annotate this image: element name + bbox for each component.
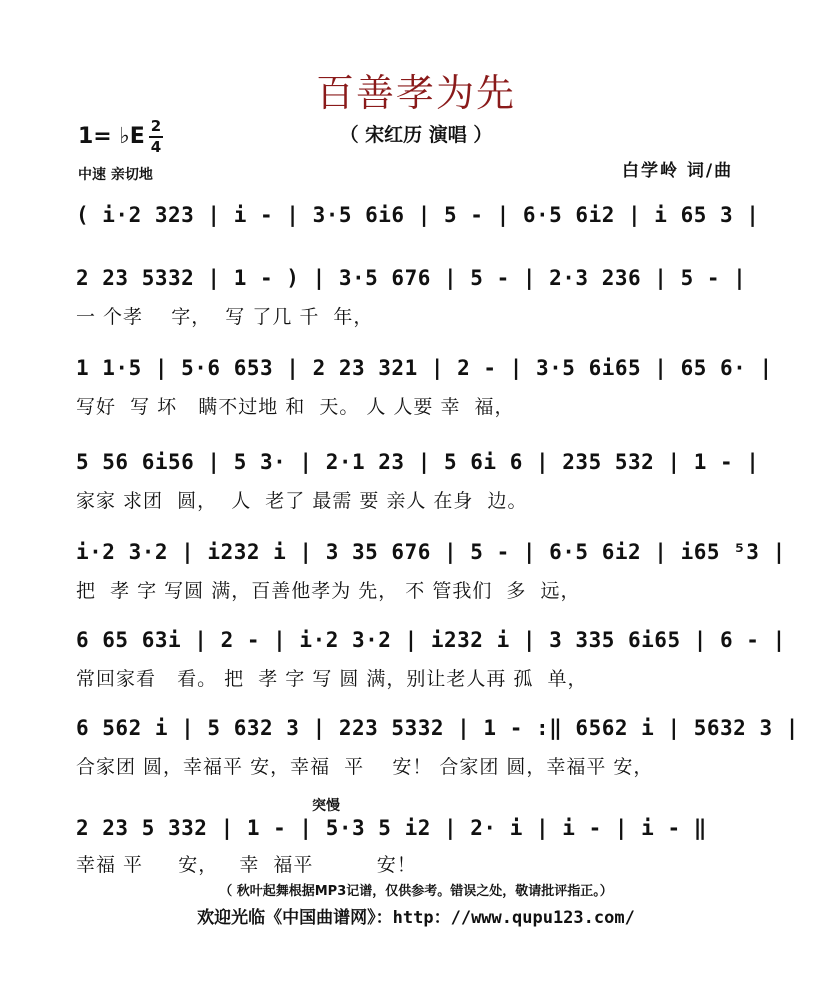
- notation-row-8: 2 23 5 332 | 1 - | 5·3 5 i2 | 2· i | i - | i - ‖: [76, 816, 707, 840]
- time-signature: [148, 118, 164, 156]
- tempo-change-marking: 突慢: [312, 798, 340, 814]
- notation-row-2: 2 23 5332 | 1 - ) | 3·5 676 | 5 - | 2·3 236 | 5 - |: [76, 266, 747, 290]
- composer-credit: 白学岭 词/曲: [622, 161, 734, 181]
- lyrics-row-5: 把 孝 字 写圆 满，百善他孝为 先， 不 管我们 多 远，: [76, 580, 581, 602]
- transcription-note: （ 秋叶起舞根据MP3记谱，仅供参考。错误之处，敬请批评指正。）: [219, 884, 613, 899]
- lyrics-row-8: 幸福 平 安， 幸 福平 安！: [76, 854, 417, 876]
- notation-row-5: i·2 3·2 | i232 i | 3 35 676 | 5 - | 6·5 6i2 | i65 ⁵3 |: [76, 540, 786, 564]
- key-signature: 1= ♭E: [78, 124, 145, 149]
- lyrics-row-7: 合家团 圆，幸福平 安，幸福 平 安！ 合家团 圆，幸福平 安，: [76, 756, 654, 778]
- singer-credit: （ 宋红历 演唱 ）: [339, 124, 493, 146]
- notation-row-4: 5 56 6i56 | 5 3· | 2·1 23 | 5 6i 6 | 235 532 | 1 - |: [76, 450, 760, 474]
- site-footer: 欢迎光临《中国曲谱网》：http：//www.qupu123.com/: [197, 908, 635, 928]
- notation-row-3: 1 1·5 | 5·6 653 | 2 23 321 | 2 - | 3·5 6i65 | 65 6· |: [76, 356, 773, 380]
- lyrics-row-4: 家家 求团 圆， 人 老了 最需 要 亲人 在身 边。: [76, 490, 528, 512]
- meter-top: 2: [150, 117, 162, 135]
- lyrics-row-2: 一 个孝 字， 写 了几 千 年，: [76, 306, 374, 328]
- tempo-marking: 中速 亲切地: [78, 167, 153, 183]
- lyrics-row-3: 写好 写 坏 瞒不过地 和 天。 人 人要 幸 福，: [76, 396, 515, 418]
- meter-bottom: 4: [150, 138, 162, 156]
- lyrics-row-6: 常回家看 看。 把 孝 字 写 圆 满，别让老人再 孤 单，: [76, 668, 588, 690]
- song-title: 百善孝为先: [315, 71, 516, 115]
- notation-row-7: 6 562 i | 5 632 3 | 223 5332 | 1 - :‖ 6562 i | 5632 3 |: [76, 716, 799, 740]
- notation-row-1: ( i·2 323 | i - | 3·5 6i6 | 5 - | 6·5 6i2 | i 65 3 |: [76, 203, 760, 227]
- notation-row-6: 6 65 63i | 2 - | i·2 3·2 | i232 i | 3 335 6i65 | 6 - |: [76, 628, 786, 652]
